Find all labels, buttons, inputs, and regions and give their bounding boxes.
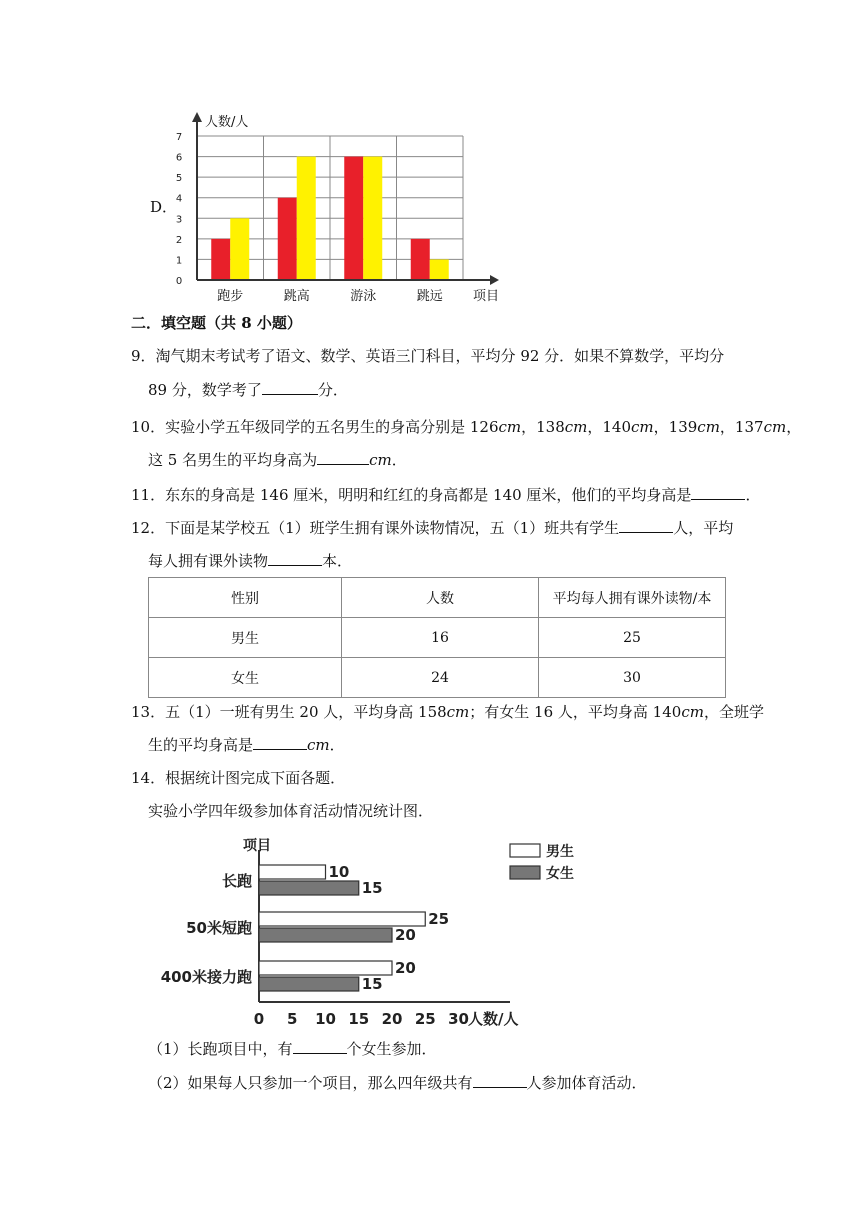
q14-horizontal-bar-chart (150, 832, 590, 1027)
data-label: 20 (395, 959, 416, 977)
bar (259, 881, 359, 895)
data-label: 10 (328, 863, 350, 881)
q10-answer-blank[interactable] (317, 450, 369, 465)
y-axis-label: 人数/人 (205, 115, 249, 130)
category-label: 长跑 (221, 872, 252, 890)
q9-line1: 9．淘气期末考试考了语文、数学、英语三门科目，平均分 92 分．如果不算数学，平均分 (131, 347, 725, 365)
x-tick-label: 0 (253, 1010, 265, 1027)
q14-chart-title: 实验小学四年级参加体育活动情况统计图． (148, 802, 434, 820)
x-tick-label: 跑步 (217, 289, 244, 304)
bar (297, 157, 316, 280)
x-tick-label: 30 (448, 1010, 469, 1027)
category-label: 400米接力跑 (160, 968, 252, 986)
x-axis-label: 项目 (473, 289, 500, 304)
q13-line1: 13．五（1）一班有男生 20 人，平均身高 158cm；有女生 16 人，平均身高 140cm，全班学 (131, 703, 764, 721)
bar (211, 239, 230, 280)
bar (278, 198, 297, 280)
data-label: 15 (361, 975, 383, 993)
x-tick-label: 15 (348, 1010, 370, 1027)
q12-table (148, 577, 726, 698)
q12-students-blank[interactable] (619, 518, 673, 533)
option-d-label: D． (150, 198, 178, 216)
table-cell: 24 (342, 658, 539, 698)
y-tick-label: 1 (175, 255, 183, 267)
q10-line1: 10．实验小学五年级同学的五名男生的身高分别是 126cm，138cm，140cm，139cm，137cm， (131, 418, 802, 436)
table-row (149, 658, 726, 698)
x-tick-label: 跳远 (416, 289, 443, 304)
legend-swatch (510, 866, 540, 879)
q13-line2: 生的平均身高是 cm． (148, 736, 345, 754)
q14-sub2: （2）如果每人只参加一个项目，那么四年级共有 人参加体育活动． (148, 1074, 647, 1092)
y-axis-label: 项目 (243, 838, 271, 854)
q14-sub2-blank[interactable] (473, 1073, 527, 1088)
bar (259, 977, 359, 991)
data-label: 25 (428, 910, 450, 928)
bar (344, 157, 363, 280)
x-tick-label: 20 (381, 1010, 403, 1027)
bar (259, 961, 392, 975)
q9-line2: 89 分，数学考了 分． (148, 381, 348, 399)
table-header: 平均每人拥有课外读物/本 (539, 578, 726, 618)
table-cell: 30 (539, 658, 726, 698)
x-tick-label: 5 (287, 1010, 298, 1027)
y-tick-label: 7 (175, 132, 183, 143)
x-axis-arrow (490, 275, 499, 285)
table-cell: 女生 (149, 658, 342, 698)
table-header: 人数 (342, 578, 539, 618)
y-tick-label: 5 (175, 173, 183, 185)
table-cell: 16 (342, 618, 539, 658)
q11-answer-blank[interactable] (691, 485, 745, 500)
q12-line2: 每人拥有课外读物 本． (148, 552, 353, 570)
q14-stem: 14．根据统计图完成下面各题． (131, 769, 346, 787)
option-d-bar-chart (165, 108, 510, 308)
bar (259, 865, 326, 879)
y-tick-label: 2 (175, 234, 183, 246)
data-label: 15 (361, 879, 383, 897)
legend-swatch (510, 844, 540, 857)
table-header: 性别 (149, 578, 342, 618)
legend-label: 女生 (546, 866, 574, 882)
category-label: 50米短跑 (186, 919, 252, 937)
x-tick-label: 10 (315, 1010, 336, 1027)
x-tick-label: 游泳 (350, 289, 377, 304)
section-title: 二．填空题（共 8 小题） (131, 314, 302, 332)
q9-answer-blank[interactable] (262, 380, 318, 395)
q12-line1: 12．下面是某学校五（1）班学生拥有课外读物情况，五（1）班共有学生 人，平均 (131, 519, 734, 537)
y-tick-label: 4 (175, 193, 183, 205)
bar (230, 218, 249, 280)
q11-line: 11．东东的身高是 146 厘米，明明和红红的身高都是 140 厘米，他们的平均身高是 ． (131, 486, 761, 504)
q14-sub1: （1）长跑项目中，有 个女生参加． (148, 1040, 437, 1058)
x-tick-label: 25 (414, 1010, 436, 1027)
q14-sub1-blank[interactable] (293, 1039, 347, 1054)
table-header-row (149, 578, 726, 618)
y-tick-label: 6 (175, 152, 183, 164)
q12-books-blank[interactable] (268, 551, 322, 566)
bar (411, 239, 430, 280)
y-axis-arrow (192, 112, 202, 122)
x-axis-label: 人数/人 (468, 1010, 519, 1027)
table-row (149, 618, 726, 658)
data-label: 20 (395, 926, 416, 944)
y-tick-label: 3 (175, 214, 183, 226)
q10-line2: 这 5 名男生的平均身高为 cm． (148, 451, 407, 469)
bar (430, 259, 449, 280)
x-tick-label: 跳高 (283, 289, 310, 304)
legend-label: 男生 (546, 844, 574, 860)
table-cell: 25 (539, 618, 726, 658)
y-tick-label: 0 (175, 276, 183, 287)
bar (363, 157, 382, 280)
q13-answer-blank[interactable] (253, 735, 307, 750)
bar (259, 912, 425, 926)
bar (259, 928, 392, 942)
table-cell: 男生 (149, 618, 342, 658)
